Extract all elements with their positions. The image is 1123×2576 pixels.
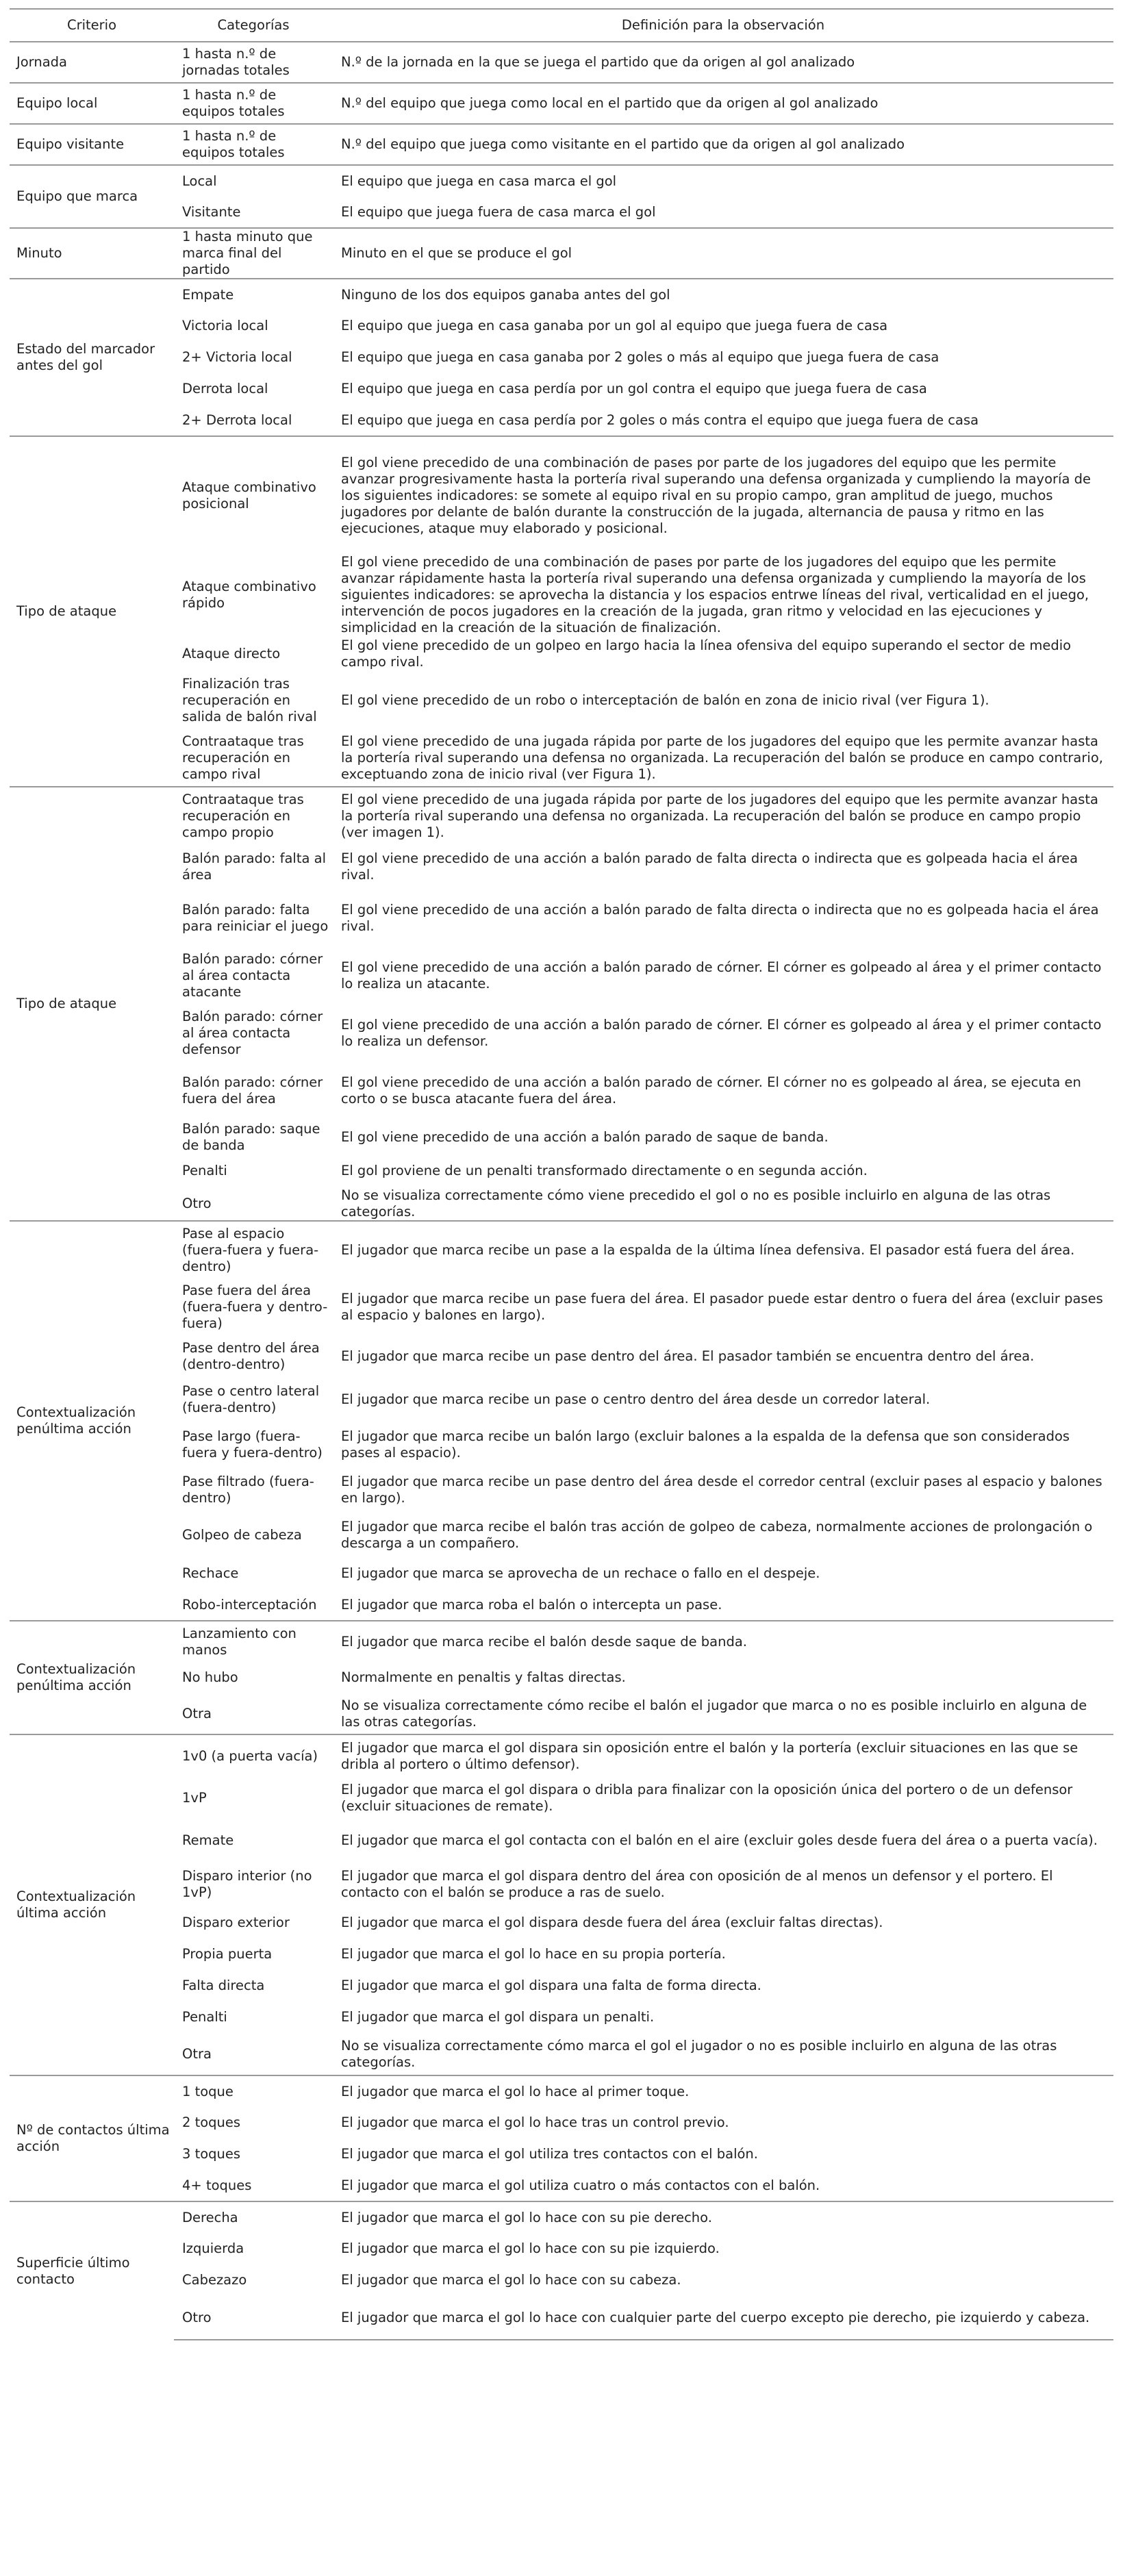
definition-cell: El gol proviene de un penalti transformado directamente o en segunda acción. xyxy=(341,1163,868,1178)
category-cell: Otro xyxy=(182,1195,212,1211)
definition-cell: N.º del equipo que juega como local en el partido que da origen al gol analizado xyxy=(333,83,1113,124)
definition-cell: El gol viene precedido de una jugada rápida por parte de los jugadores del equipo que les permite avanzar hasta la portería rival superando una defensa no organizada. La recuperación del balón se produce en campo propio (ver imagen 1). xyxy=(333,787,1113,844)
category-cell: Finalización tras recuperación en salida de balón rival xyxy=(182,676,317,724)
definition-cell: El jugador que marca el gol dispara un penalti. xyxy=(341,2009,655,2025)
definition-cell: El gol viene precedido de una combinación de pases por parte de los jugadores del equipo que les permite avanzar progresivamente hasta la portería rival superando una defensa organizada y cumpliendo la mayoría de los siguientes indicadores: se somete al equipo rival en su propio campo, gran amplitud de juego, muchos jugadores por delante de balón durante la construcción de la jugada, alternancia de pausa y ritmo en las ejecuciones, ataque muy elaborado y posicional. xyxy=(333,436,1113,554)
table-row xyxy=(10,787,1113,844)
criteria-table xyxy=(10,8,1113,2340)
table-row xyxy=(10,1907,1113,1939)
definition-cell: El jugador que marca el gol lo hace al primer toque. xyxy=(333,2075,1113,2107)
table-row xyxy=(10,2170,1113,2201)
category-cell: Pase al espacio (fuera-fuera y fuera-dentro) xyxy=(174,1221,333,1278)
table-row xyxy=(10,1589,1113,1621)
table-row xyxy=(10,42,1113,83)
table-row xyxy=(10,1422,1113,1467)
table-row xyxy=(10,373,1113,405)
category-cell: 1 hasta n.º de equipos totales xyxy=(174,83,333,124)
table-row xyxy=(10,2075,1113,2107)
definition-cell: El equipo que juega en casa ganaba por 2 goles o más al equipo que juega fuera de casa xyxy=(341,349,939,365)
category-cell: Ataque directo xyxy=(182,646,281,661)
definition-cell: El jugador que marca el gol lo hace en su propia portería. xyxy=(341,1946,726,1962)
category-cell: Pase fuera del área (fuera-fuera y dentro-fuera) xyxy=(182,1283,328,1331)
table-row xyxy=(10,2107,1113,2138)
definition-cell: El jugador que marca recibe el balón desde saque de banda. xyxy=(333,1621,1113,1662)
definition-cell: El jugador que marca el gol dispara o dribla para finalizar con la oposición única del portero o de un defensor (excluir situaciones de remate). xyxy=(341,1782,1073,1814)
definition-cell: El jugador que marca recibe un pase o centro dentro del área desde un corredor lateral. xyxy=(341,1391,931,1407)
header-definicion: Definición para la observación xyxy=(333,9,1113,42)
table-row xyxy=(10,310,1113,342)
criterion-cell: Equipo que marca xyxy=(10,165,174,228)
definition-cell: El gol viene precedido de una acción a balón parado de córner. El córner no es golpeado al área, se ejecuta en corto o se busca atacante fuera del área. xyxy=(341,1074,1081,1107)
table-row xyxy=(10,1120,1113,1155)
category-cell: 2 toques xyxy=(182,2114,241,2130)
table-header-row xyxy=(10,9,1113,42)
definition-cell: El gol viene precedido de una acción a balón parado de falta directa o indirecta que no es golpeada hacia el área rival. xyxy=(341,902,1099,934)
category-cell: Cabezazo xyxy=(182,2272,247,2288)
table-row xyxy=(10,2233,1113,2264)
table-row xyxy=(10,228,1113,279)
category-cell: Contraataque tras recuperación en campo rival xyxy=(182,733,304,782)
category-cell: Balón parado: saque de banda xyxy=(182,1121,320,1153)
category-cell: Balón parado: córner fuera del área xyxy=(182,1074,323,1107)
criterion-cell: Estado del marcador antes del gol xyxy=(10,279,174,436)
definition-cell: Minuto en el que se produce el gol xyxy=(333,228,1113,279)
table-row xyxy=(10,2138,1113,2170)
table-row xyxy=(10,1693,1113,1734)
table-row xyxy=(10,342,1113,373)
category-cell: 3 toques xyxy=(182,2146,241,2162)
table-row xyxy=(10,1221,1113,1278)
table-row xyxy=(10,197,1113,228)
criterion-cell: Tipo de ataque xyxy=(10,436,174,787)
definition-cell: El jugador que marca se aprovecha de un rechace o fallo en el despeje. xyxy=(341,1565,820,1581)
table-row xyxy=(10,672,1113,729)
definition-cell: El jugador que marca recibe un balón largo (excluir balones a la espalda de la defensa que son considerados pases al espacio). xyxy=(341,1428,1070,1461)
category-cell: Penalti xyxy=(182,2009,227,2025)
criterion-cell: Contextualización última acción xyxy=(10,1734,174,2075)
category-cell: Ataque combinativo posicional xyxy=(174,436,333,554)
category-cell: Golpeo de cabeza xyxy=(182,1527,302,1543)
criterion-cell: Nº de contactos última acción xyxy=(10,2075,174,2201)
category-cell: 1vP xyxy=(182,1790,207,1806)
table-row xyxy=(10,844,1113,889)
criterion-cell: Jornada xyxy=(10,42,174,83)
header-criterio: Criterio xyxy=(10,9,174,42)
definition-cell: No se visualiza correctamente cómo marca el gol el jugador o no es posible incluirlo en alguna de las otras categorías. xyxy=(341,2037,1057,2070)
table-row xyxy=(10,2296,1113,2340)
category-cell: Penalti xyxy=(182,1163,227,1178)
category-cell: Pase filtrado (fuera-dentro) xyxy=(182,1474,314,1506)
table-row xyxy=(10,1377,1113,1422)
table-row xyxy=(10,2002,1113,2033)
category-cell: Balón parado: falta para reiniciar el juego xyxy=(182,902,329,934)
definition-cell: El jugador que marca el gol dispara una falta de forma directa. xyxy=(341,1978,761,1993)
table-body xyxy=(10,42,1113,2340)
criterion-cell: Equipo local xyxy=(10,83,174,124)
definition-cell: El jugador que marca el gol lo hace tras un control previo. xyxy=(341,2114,729,2130)
category-cell: Otra xyxy=(182,1705,212,1721)
definition-cell: El jugador que marca el gol lo hace con cualquier parte del cuerpo excepto pie derecho, pie izquierdo y cabeza. xyxy=(333,2296,1113,2340)
definition-cell: El equipo que juega en casa ganaba por un gol al equipo que juega fuera de casa xyxy=(341,318,888,333)
criterion-cell: Contextualización penúltima acción xyxy=(10,1621,174,1734)
table-row xyxy=(10,2264,1113,2296)
category-cell: Pase largo (fuera-fuera y fuera-dentro) xyxy=(182,1428,323,1461)
table-row xyxy=(10,279,1113,310)
definition-cell: El jugador que marca recibe un pase dentro del área desde el corredor central (excluir pases al espacio y balones en largo). xyxy=(341,1474,1102,1506)
table-row xyxy=(10,1155,1113,1187)
definition-cell: El gol viene precedido de una acción a balón parado de falta directa o indirecta que es golpeada hacia el área rival. xyxy=(341,850,1078,883)
table-row xyxy=(10,1005,1113,1062)
table-row xyxy=(10,83,1113,124)
category-cell: Lanzamiento con manos xyxy=(174,1621,333,1662)
table-row xyxy=(10,889,1113,947)
table-row xyxy=(10,2201,1113,2233)
table-row xyxy=(10,436,1113,554)
table-row xyxy=(10,1278,1113,1336)
table-row xyxy=(10,1187,1113,1221)
definition-cell: El equipo que juega fuera de casa marca el gol xyxy=(341,203,656,220)
category-cell: Balón parado: córner al área contacta atacante xyxy=(182,951,323,1000)
category-cell: 1 hasta n.º de equipos totales xyxy=(174,124,333,165)
definition-cell: El equipo que juega en casa perdía por 2 goles o más contra el equipo que juega fuera de casa xyxy=(341,412,979,428)
table-row xyxy=(10,124,1113,165)
table-row xyxy=(10,636,1113,672)
category-cell: Derecha xyxy=(174,2201,333,2233)
category-cell: Local xyxy=(174,165,333,197)
category-cell: Propia puerta xyxy=(182,1946,273,1962)
definition-cell: El jugador que marca el gol utiliza tres contactos con el balón. xyxy=(341,2146,758,2162)
definition-cell: No se visualiza correctamente cómo viene precedido el gol o no es posible incluirlo en alguna de las otras categorías. xyxy=(341,1187,1051,1220)
definition-cell: El jugador que marca el gol contacta con el balón en el aire (excluir goles desde fuera del área o a puerta vacía). xyxy=(341,1832,1098,1848)
table-row xyxy=(10,1970,1113,2002)
category-cell: Disparo interior (no 1vP) xyxy=(182,1868,312,1900)
category-cell: Otro xyxy=(174,2296,333,2340)
definition-cell: El gol viene precedido de una acción a balón parado de córner. El córner es golpeado al área y el primer contacto lo realiza un defensor. xyxy=(341,1017,1102,1049)
category-cell: Rechace xyxy=(182,1565,239,1581)
table-row xyxy=(10,1862,1113,1907)
category-cell: 2+ Victoria local xyxy=(182,349,292,365)
category-cell: Remate xyxy=(182,1832,234,1848)
category-cell: Derrota local xyxy=(182,381,268,396)
table-row xyxy=(10,405,1113,436)
definition-cell: El gol viene precedido de una combinación de pases por parte de los jugadores del equipo que les permite avanzar rápidamente hasta la portería rival superando una defensa organizada y cumpliendo la mayoría de los siguientes indicadores: se aprovecha la distancia y los espacios entrwe líneas del rival, verticalidad en el juego, intervención de pocos jugadores en la creación de la jugada, gran ritmo y velocidad en las ejecuciones y simplicidad en la creación de la situación de finalización. xyxy=(341,554,1089,635)
table-row xyxy=(10,1558,1113,1589)
definition-cell: El gol viene precedido de una jugada rápida por parte de los jugadores del equipo que les permite avanzar hasta la portería rival superando una defensa no organizada. La recuperación del balón se produce en campo contrario, exceptuando zona de inicio rival (ver Figura 1). xyxy=(341,733,1103,782)
category-cell: Falta directa xyxy=(182,1978,265,1993)
table-row xyxy=(10,1734,1113,1777)
category-cell: 4+ toques xyxy=(182,2177,252,2193)
category-cell: 1 hasta n.º de jornadas totales xyxy=(174,42,333,83)
category-cell: 1 hasta minuto que marca final del partido xyxy=(174,228,333,279)
criterion-cell: Equipo visitante xyxy=(10,124,174,165)
category-cell: Ataque combinativo rápido xyxy=(182,579,316,611)
definition-cell: El gol viene precedido de una acción a balón parado de córner. El córner es golpeado al área y el primer contacto lo realiza un atacante. xyxy=(341,959,1102,992)
category-cell: 1 toque xyxy=(174,2075,333,2107)
definition-cell: El jugador que marca recibe un pase dentro del área. El pasador también se encuentra dentro del área. xyxy=(341,1348,1035,1364)
definition-cell: No se visualiza correctamente cómo recibe el balón el jugador que marca o no es posible incluirlo en alguna de las otras categorías. xyxy=(341,1697,1087,1730)
definition-cell: El jugador que marca el gol lo hace con su pie derecho. xyxy=(333,2201,1113,2233)
criterion-cell: Tipo de ataque xyxy=(10,787,174,1221)
category-cell: Pase o centro lateral (fuera-dentro) xyxy=(182,1383,320,1415)
category-cell: 2+ Derrota local xyxy=(182,412,292,428)
definition-cell: El equipo que juega en casa perdía por un gol contra el equipo que juega fuera de casa xyxy=(341,381,927,396)
category-cell: Disparo exterior xyxy=(182,1915,290,1930)
definition-cell: El jugador que marca el gol lo hace con su pie izquierdo. xyxy=(341,2240,720,2256)
category-cell: No hubo xyxy=(182,1669,238,1685)
category-cell: 1v0 (a puerta vacía) xyxy=(174,1734,333,1777)
definition-cell: Normalmente en penaltis y faltas directas. xyxy=(341,1669,626,1685)
header-categorias: Categorías xyxy=(174,9,333,42)
definition-cell: El equipo que juega en casa marca el gol xyxy=(333,165,1113,197)
table-row xyxy=(10,1819,1113,1862)
definition-cell: Ninguno de los dos equipos ganaba antes del gol xyxy=(333,279,1113,310)
criterion-cell: Contextualización penúltima acción xyxy=(10,1221,174,1621)
definition-cell: El jugador que marca el gol lo hace con su cabeza. xyxy=(341,2272,681,2288)
definition-cell: El jugador que marca el gol dispara dentro del área con oposición de al menos un defensor y el portero. El contacto con el balón se produce a ras de suelo. xyxy=(341,1868,1053,1900)
definition-cell: El jugador que marca roba el balón o intercepta un pase. xyxy=(341,1596,722,1613)
table-row xyxy=(10,1062,1113,1120)
definition-cell: El jugador que marca el gol utiliza cuatro o más contactos con el balón. xyxy=(341,2177,820,2193)
table-row xyxy=(10,1621,1113,1662)
table-row xyxy=(10,1467,1113,1513)
observation-criteria-document xyxy=(10,8,1113,2340)
category-cell: Otra xyxy=(182,2045,212,2062)
definition-cell: N.º del equipo que juega como visitante en el partido que da origen al gol analizado xyxy=(333,124,1113,165)
table-row xyxy=(10,1939,1113,1970)
category-cell: Contraataque tras recuperación en campo propio xyxy=(174,787,333,844)
table-row xyxy=(10,1336,1113,1377)
table-row xyxy=(10,1662,1113,1693)
criterion-cell: Superficie último contacto xyxy=(10,2201,174,2340)
category-cell: Victoria local xyxy=(182,318,268,333)
table-row xyxy=(10,165,1113,197)
definition-cell: El jugador que marca recibe un pase a la espalda de la última línea defensiva. El pasador está fuera del área. xyxy=(333,1221,1113,1278)
definition-cell: El jugador que marca el gol dispara desde fuera del área (excluir faltas directas). xyxy=(341,1915,883,1930)
category-cell: Pase dentro del área (dentro-dentro) xyxy=(182,1340,320,1372)
definition-cell: El jugador que marca recibe el balón tras acción de golpeo de cabeza, normalmente acciones de prolongación o descarga a un compañero. xyxy=(341,1519,1093,1551)
definition-cell: El jugador que marca el gol dispara sin oposición entre el balón y la portería (excluir situaciones en las que se dribla al portero o último defensor). xyxy=(333,1734,1113,1777)
definition-cell: El gol viene precedido de una acción a balón parado de saque de banda. xyxy=(341,1129,829,1145)
category-cell: Balón parado: falta al área xyxy=(182,850,326,883)
definition-cell: N.º de la jornada en la que se juega el partido que da origen al gol analizado xyxy=(333,42,1113,83)
category-cell: Visitante xyxy=(182,203,241,220)
category-cell: Empate xyxy=(174,279,333,310)
category-cell: Robo-interceptación xyxy=(182,1596,317,1613)
table-row xyxy=(10,729,1113,787)
definition-cell: El gol viene precedido de un robo o interceptación de balón en zona de inicio rival (ver Figura 1). xyxy=(341,692,989,708)
table-row xyxy=(10,1513,1113,1558)
table-row xyxy=(10,2033,1113,2075)
definition-cell: El jugador que marca recibe un pase fuera del área. El pasador puede estar dentro o fuera del área (excluir pases al espacio y balones en largo). xyxy=(341,1291,1103,1323)
criterion-cell: Minuto xyxy=(10,228,174,279)
definition-cell: El gol viene precedido de un golpeo en largo hacia la línea ofensiva del equipo superando el sector de medio campo rival. xyxy=(341,637,1072,670)
table-row xyxy=(10,1777,1113,1819)
table-row xyxy=(10,947,1113,1005)
category-cell: Izquierda xyxy=(182,2240,244,2256)
category-cell: Balón parado: córner al área contacta defensor xyxy=(182,1009,323,1057)
table-row xyxy=(10,554,1113,636)
